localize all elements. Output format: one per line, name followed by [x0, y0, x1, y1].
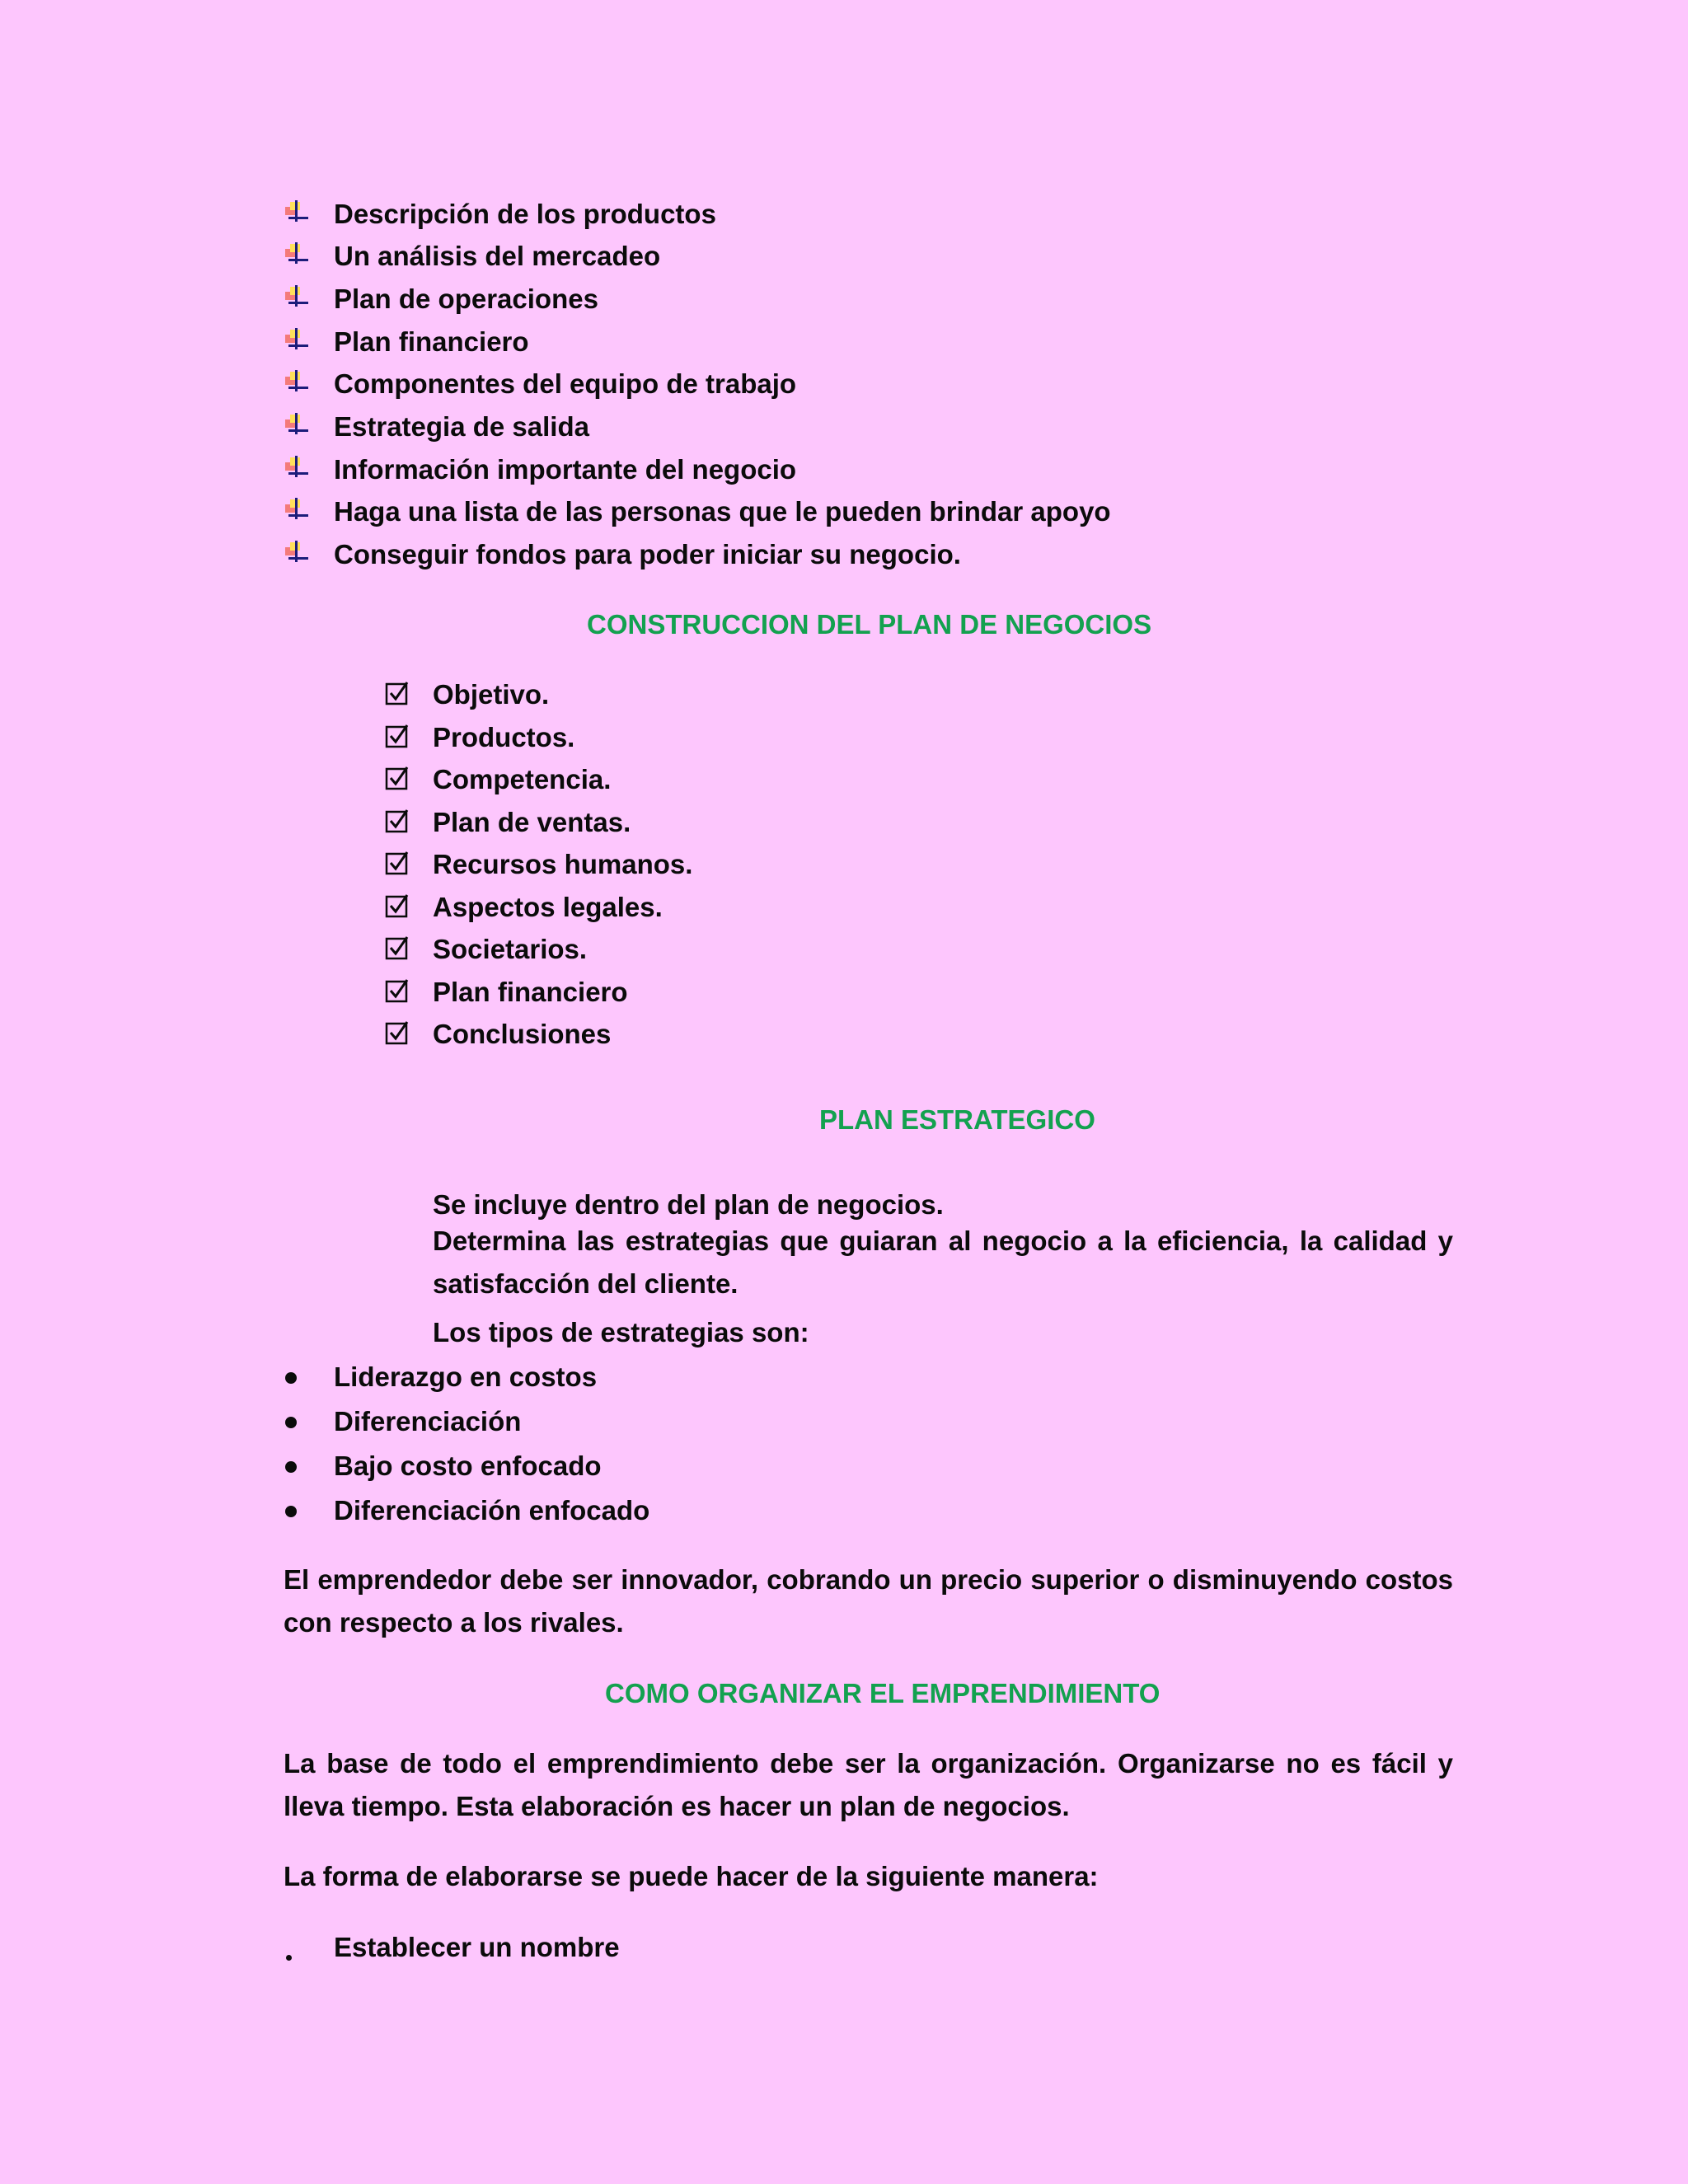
- list-item-text: Conclusiones: [433, 1019, 612, 1049]
- list-item-text: Aspectos legales.: [433, 892, 663, 922]
- list-item-text: Estrategia de salida: [334, 411, 589, 442]
- list-item-text: Plan de operaciones: [334, 284, 598, 314]
- checkbox-checked-icon: [385, 1020, 410, 1045]
- list-item-text: Diferenciación enfocado: [334, 1495, 650, 1526]
- list-item-text: Societarios.: [433, 934, 588, 964]
- organizar-paragraph-1: La base de todo el emprendimiento debe ser la organización. Organizarse no es fácil y lleva tiempo. Esta elaboración es hacer un plan de negocios.: [284, 1748, 1453, 1821]
- list-item-text: Bajo costo enfocado: [334, 1451, 602, 1481]
- checkbox-checked-icon: [385, 935, 410, 960]
- arrow-bullet-icon: [284, 326, 312, 354]
- list-item-text: Componentes del equipo de trabajo: [334, 368, 797, 399]
- estrategico-paragraph-2: Determina las estrategias que guiaran al negocio a la eficiencia, la calidad y satisfacción del cliente.: [433, 1226, 1453, 1299]
- estrategico-line-3: Los tipos de estrategias son:: [433, 1317, 809, 1347]
- list-item-text: Diferenciación: [334, 1406, 522, 1436]
- checkbox-checked-icon: [385, 724, 410, 748]
- checkbox-checked-icon: [385, 808, 410, 833]
- section-heading-organizar: COMO ORGANIZAR EL EMPRENDIMIENTO: [605, 1678, 1160, 1708]
- list-item-text: Recursos humanos.: [433, 849, 693, 879]
- section-heading-text: CONSTRUCCION DEL PLAN DE NEGOCIOS: [587, 609, 1152, 640]
- emprendedor-paragraph: El emprendedor debe ser innovador, cobrando un precio superior o disminuyendo costos con respecto a los rivales.: [284, 1564, 1453, 1638]
- bullet-dot-icon: [285, 1506, 297, 1517]
- bullet-dot-icon: [286, 1955, 292, 1961]
- arrow-bullet-icon: [284, 496, 312, 524]
- list-item-text: Establecer un nombre: [334, 1932, 620, 1962]
- bullet-dot-icon: [285, 1461, 297, 1473]
- checkbox-checked-icon: [385, 893, 410, 918]
- list-item-text: Competencia.: [433, 764, 612, 794]
- list-item-text: Plan financiero: [433, 977, 628, 1007]
- bullet-dot-icon: [285, 1417, 297, 1428]
- arrow-bullet-icon: [284, 368, 312, 396]
- arrow-bullet-icon: [284, 539, 312, 567]
- checkbox-checked-icon: [385, 766, 410, 790]
- list-item-text: Productos.: [433, 722, 575, 752]
- arrow-bullet-icon: [284, 241, 312, 269]
- arrow-bullet-icon: [284, 454, 312, 482]
- checkbox-checked-icon: [385, 851, 410, 875]
- checkbox-checked-icon: [385, 681, 410, 705]
- list-item-text: Descripción de los productos: [334, 199, 716, 229]
- arrow-bullet-icon: [284, 284, 312, 312]
- list-item-text: Haga una lista de las personas que le pueden brindar apoyo: [334, 496, 1111, 527]
- section-heading-estrategico: PLAN ESTRATEGICO: [819, 1104, 1095, 1135]
- checkbox-checked-icon: [385, 978, 410, 1003]
- list-item-text: Plan de ventas.: [433, 807, 631, 837]
- list-item-text: Un análisis del mercadeo: [334, 241, 661, 271]
- list-item-text: Conseguir fondos para poder iniciar su negocio.: [334, 539, 961, 569]
- arrow-bullet-icon: [284, 199, 312, 227]
- arrow-bullet-icon: [284, 411, 312, 439]
- bullet-dot-icon: [285, 1372, 297, 1384]
- list-item-text: Objetivo.: [433, 679, 550, 710]
- estrategico-line-1: Se incluye dentro del plan de negocios.: [433, 1189, 944, 1220]
- list-item-text: Liderazgo en costos: [334, 1361, 598, 1392]
- list-item-text: Plan financiero: [334, 326, 529, 357]
- list-item-text: Información importante del negocio: [334, 454, 797, 485]
- organizar-paragraph-2: La forma de elaborarse se puede hacer de la siguiente manera:: [284, 1861, 1099, 1891]
